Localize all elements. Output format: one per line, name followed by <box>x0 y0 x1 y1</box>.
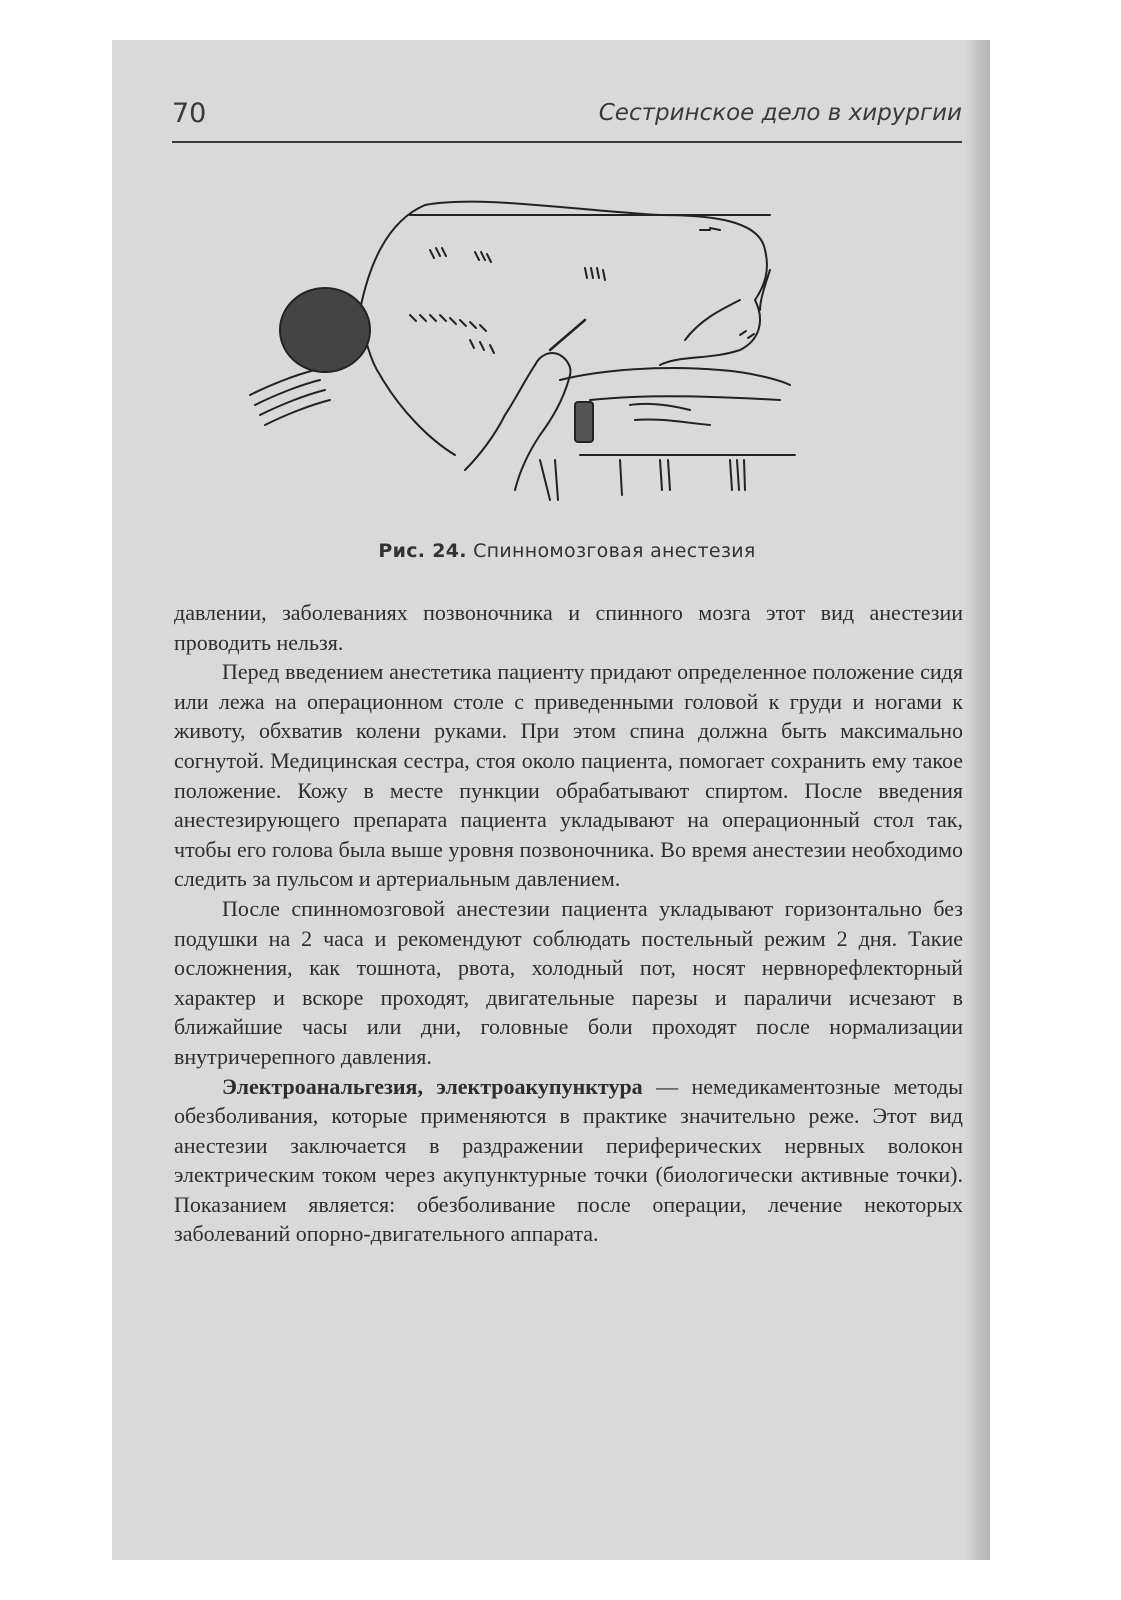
body-text <box>174 598 963 1249</box>
running-title: Сестринское дело в хирургии <box>598 100 962 126</box>
paragraph: Перед введением анестетика пациенту придают определенное положение сидя или лежа на операционном столе с приведенными головой к груди и ногами к животу, обхватив колени руками. При этом спина должна быть максимально согнутой. Медицинская сестра, стоя около пациента, помогает сохранить ему такое положение. Кожу в месте пункции обрабатывают спиртом. После введения анестезирующего препарата пациента укладывают на операционный стол так, чтобы его голова была выше уровня позвоночника. Во время анестезии необходимо следить за пульсом и артериальным давлением. <box>174 659 963 892</box>
paragraph <box>174 1072 963 1250</box>
page-header <box>172 98 962 138</box>
book-spine-shadow <box>964 40 990 1560</box>
page-number: 70 <box>172 98 207 129</box>
header-rule <box>172 141 962 143</box>
paragraph-term: Электроанальгезия, электроакупунктура <box>222 1073 643 1099</box>
paragraph: давлении, заболеваниях позвоночника и спинного мозга этот вид анестезии проводить нельзя. <box>174 600 963 655</box>
spinal-anesthesia-drawing <box>240 190 800 520</box>
figure-illustration <box>240 190 800 520</box>
paragraph-text: — немедикаментозные методы обезболивания, которые применяются в практике значительно реже. Этот вид анестезии заключается в раздражении периферических нервных волокон электрическим током через акупунктурные точки (биологически активные точки). Показанием является: обезболивание после операции, лечение некоторых заболеваний опорно-двигательного аппарата. <box>174 1073 963 1247</box>
figure-caption-text: Спинномозговая анестезия <box>473 540 756 562</box>
figure-caption <box>172 540 962 562</box>
paragraph: После спинномозговой анестезии пациента укладывают горизонтально без подушки на 2 часа и рекомендуют соблюдать постельный режим 2 дня. Такие осложнения, как тошнота, рвота, холодный пот, носят нервнорефлекторный характер и вскоре проходят, двигательные парезы и параличи исчезают в ближайшие часы или дни, головные боли проходят после нормализации внутричерепного давления. <box>174 895 963 1069</box>
figure-caption-label: Рис. 24. <box>378 540 467 562</box>
